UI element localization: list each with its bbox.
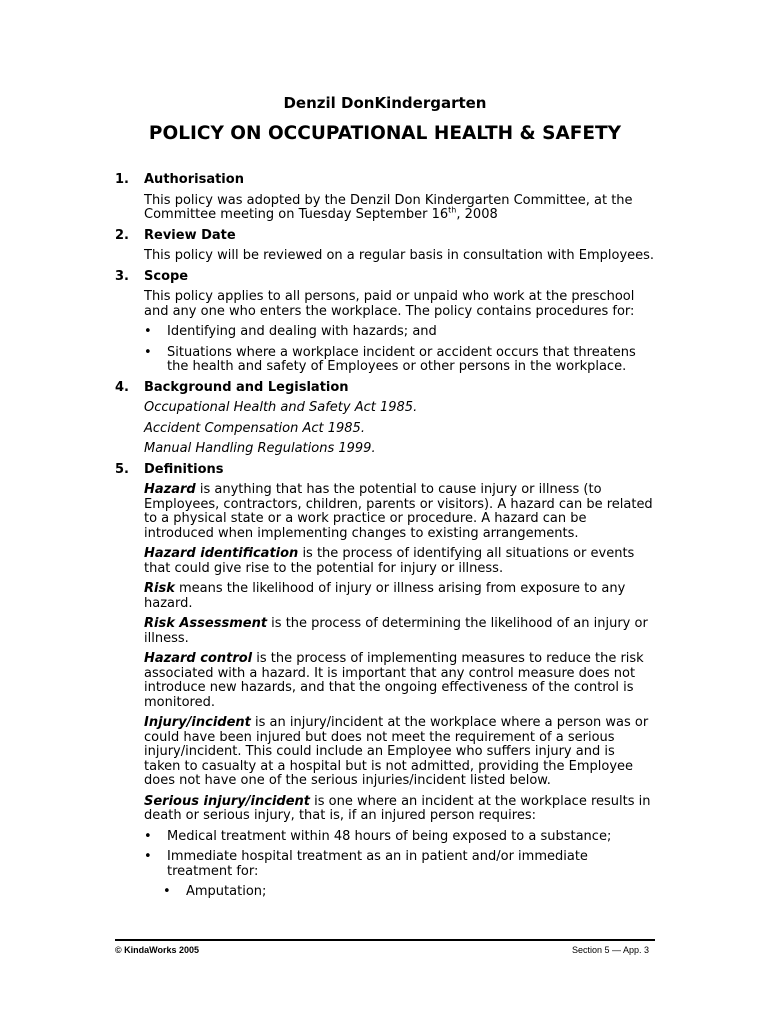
list-item-text: Situations where a workplace incident or accident occurs that threatens the health and safety of Employees or other persons in the workplace. [167, 344, 636, 374]
legislation-item: Occupational Health and Safety Act 1985. [144, 400, 418, 415]
definition-text: means the likelihood of injury or illness arising from exposure to any hazard. [144, 581, 626, 611]
section-number: 4. [115, 379, 129, 395]
bullet-icon: • [144, 344, 152, 360]
definition-text: is an injury/incident at the workplace where a person was or could have been injured but does not meet the requirement of a serious injury/incident. This could include an Employee who suffers injury and is taken to casualty at a hospital but is not admitted, providing the Employee does not have one of the serious injuries/incident listed below. [144, 715, 649, 788]
scope-bullet-list [144, 325, 655, 375]
section-title: Review Date [144, 227, 236, 243]
bullet-icon: • [163, 884, 171, 899]
definition-hazard-control [144, 652, 655, 710]
authorisation-year: , 2008 [456, 207, 498, 222]
section-5-heading [115, 463, 655, 478]
definition-term: Risk Assessment [144, 616, 268, 631]
footer-divider [115, 939, 655, 941]
review-date-paragraph: This policy will be reviewed on a regular basis in consultation with Employees. [144, 248, 655, 263]
bullet-icon: • [144, 849, 152, 864]
definition-term: Hazard [144, 482, 196, 497]
bullet-icon: • [144, 828, 152, 844]
definition-text: is the process of implementing measures to reduce the risk associated with a hazard. It is important that any control measure does not introduce new hazards, and that the ongoing effectiveness of the control is monitored. [144, 651, 644, 710]
definition-hazard [144, 483, 655, 541]
definition-text: is the process of determining the likelihood of an injury or illness. [144, 616, 648, 646]
section-title: Definitions [144, 461, 224, 477]
policy-body [115, 173, 655, 906]
section-number: 5. [115, 461, 129, 477]
list-item [144, 830, 655, 845]
section-number: 2. [115, 227, 129, 243]
list-item [144, 346, 655, 375]
section-number: 3. [115, 268, 129, 284]
definition-term: Risk [144, 581, 175, 596]
section-number: 1. [115, 172, 129, 187]
organisation-name: Denzil DonKindergarten [283, 94, 487, 112]
definition-risk-assessment [144, 617, 655, 646]
definition-text: is one where an incident at the workplace results in death or serious injury, that is, if an injured person requires: [144, 793, 651, 823]
legislation-item: Accident Compensation Act 1985. [144, 420, 365, 436]
definition-text: is anything that has the potential to cause injury or illness (to Employees, contractors, children, parents or visitors). A hazard can be related to a physical state or a work practice or procedure. A hazard can be introduced when implementing changes to existing arrangements. [144, 482, 653, 541]
section-1-heading [115, 173, 655, 188]
definition-term: Hazard control [144, 651, 253, 666]
section-title: Background and Legislation [144, 379, 349, 395]
list-item-text: Immediate hospital treatment as an in patient and/or immediate treatment for: [167, 849, 588, 879]
scope-paragraph: This policy applies to all persons, paid or unpaid who work at the preschool and any one who enters the workplace. The policy contains procedures for: [144, 289, 635, 319]
footer-page-reference: Section 5 — App. 3 [571, 945, 649, 955]
legislation-item: Manual Handling Regulations 1999. [144, 441, 376, 456]
page-title: POLICY ON OCCUPATIONAL HEALTH & SAFETY [148, 123, 622, 144]
definition-term: Hazard identification [144, 546, 299, 561]
definition-injury-incident [144, 716, 655, 789]
authorisation-text: This policy was adopted by the Denzil Don Kindergarten Committee, at the Committee meeting on Tuesday September 16 [144, 192, 633, 222]
section-4-heading [115, 381, 655, 396]
definition-term: Serious injury/incident [144, 793, 311, 809]
definition-hazard-identification [144, 547, 655, 576]
definition-risk [144, 582, 655, 611]
footer-copyright: © KindaWorks 2005 [115, 945, 199, 955]
definition-serious-injury [144, 795, 655, 824]
list-item-text: Medical treatment within 48 hours of being exposed to a substance; [167, 828, 612, 844]
section-title: Authorisation [144, 172, 244, 187]
list-item-text: Amputation; [186, 884, 267, 899]
section-2-heading [115, 229, 655, 244]
serious-injury-bullet-list [144, 830, 655, 880]
section-title: Scope [144, 268, 189, 284]
authorisation-paragraph [144, 194, 655, 223]
list-item-text: Identifying and dealing with hazards; and [167, 324, 437, 339]
definition-text: is the process of identifying all situations or events that could give rise to the potential for injury or illness. [144, 546, 635, 576]
treatment-sub-bullet-list [163, 885, 655, 900]
list-item [144, 850, 655, 879]
definition-term: Injury/incident [144, 715, 251, 730]
bullet-icon: • [144, 324, 152, 339]
section-3-heading [115, 270, 655, 285]
list-item [163, 885, 655, 900]
list-item [144, 325, 655, 340]
ordinal-suffix: th [448, 205, 457, 215]
